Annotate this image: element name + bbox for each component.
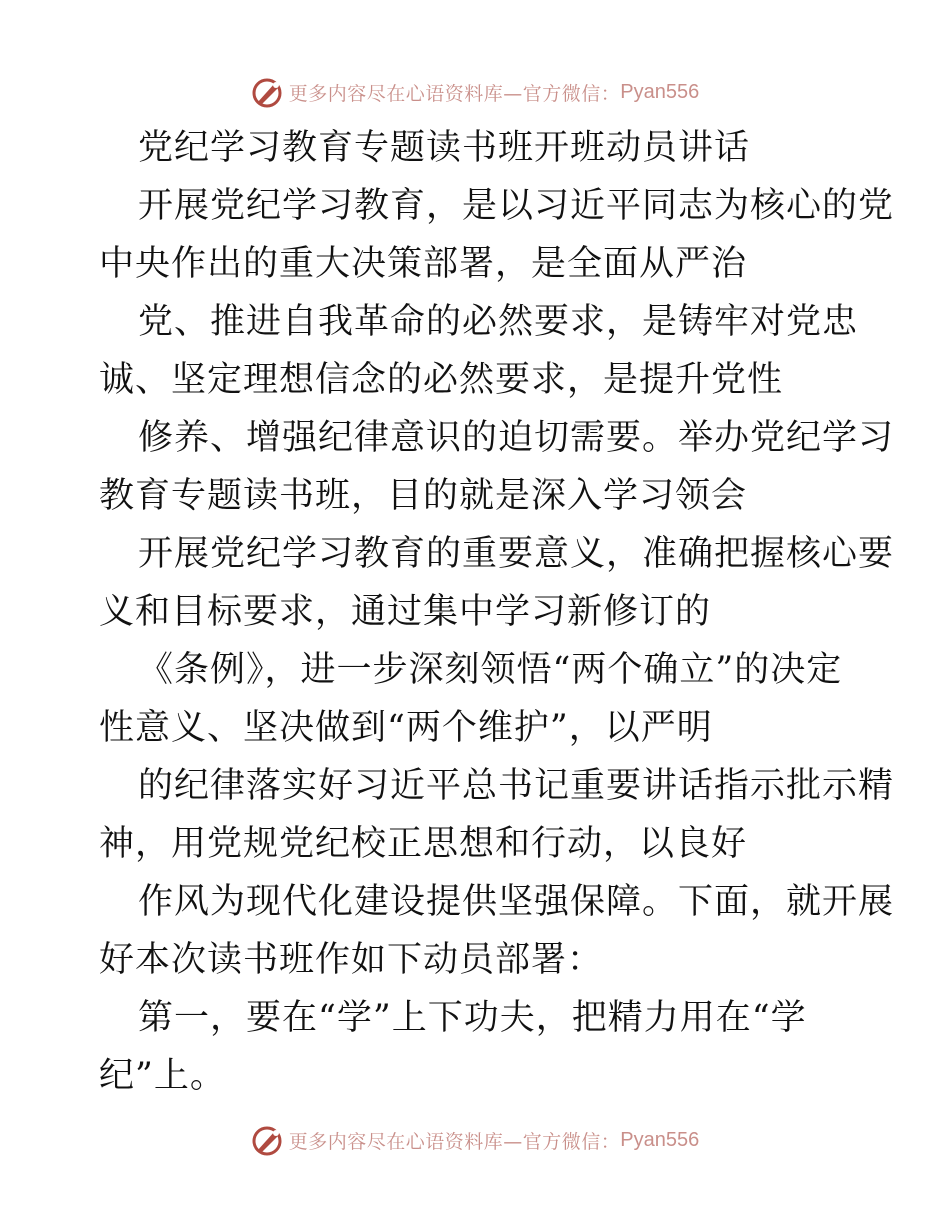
pen-nib-logo-icon xyxy=(251,75,285,109)
watermark-text: 更多内容尽在心语资料库—官方微信： xyxy=(288,82,621,105)
watermark-text: 更多内容尽在心语资料库—官方微信： xyxy=(288,1130,621,1153)
paragraph-line: 性意义、坚决做到“两个维护”，以严明 xyxy=(99,708,713,748)
header-watermark xyxy=(0,72,950,112)
paragraph-line: 的纪律落实好习近平总书记重要讲话指示批示精 xyxy=(138,766,895,806)
paragraph-line: 作风为现代化建设提供坚强保障。下面，就开展 xyxy=(138,882,895,922)
watermark-handle: Pyan556 xyxy=(620,80,700,103)
paragraph-line: 纪”上。 xyxy=(99,1056,226,1096)
paragraph-line: 好本次读书班作如下动员部署： xyxy=(99,940,604,980)
paragraph-line: 修养、增强纪律意识的迫切需要。举办党纪学习 xyxy=(138,418,895,458)
footer-watermark xyxy=(0,1120,950,1160)
paragraph-line: 神，用党规党纪校正思想和行动，以良好 xyxy=(99,824,748,864)
paragraph-line: 教育专题读书班，目的就是深入学习领会 xyxy=(99,476,748,516)
watermark-handle: Pyan556 xyxy=(620,1128,700,1151)
paragraph-line: 第一，要在“学”上下功夫，把精力用在“学 xyxy=(138,998,807,1038)
pen-nib-logo-icon xyxy=(251,1123,285,1157)
paragraph-line: 开展党纪学习教育的重要意义，准确把握核心要 xyxy=(138,534,895,574)
document-title: 党纪学习教育专题读书班开班动员讲话 xyxy=(138,128,751,168)
paragraph-line: 开展党纪学习教育，是以习近平同志为核心的党 xyxy=(138,186,895,226)
paragraph-line: 义和目标要求，通过集中学习新修订的 xyxy=(99,592,712,632)
paragraph-line: 诚、坚定理想信念的必然要求，是提升党性 xyxy=(99,360,784,400)
paragraph-line: 中央作出的重大决策部署，是全面从严治 xyxy=(99,244,748,284)
paragraph-line: 《条例》，进一步深刻领悟“两个确立”的决定 xyxy=(138,650,843,690)
paragraph-line: 党、推进自我革命的必然要求，是铸牢对党忠 xyxy=(138,302,859,342)
